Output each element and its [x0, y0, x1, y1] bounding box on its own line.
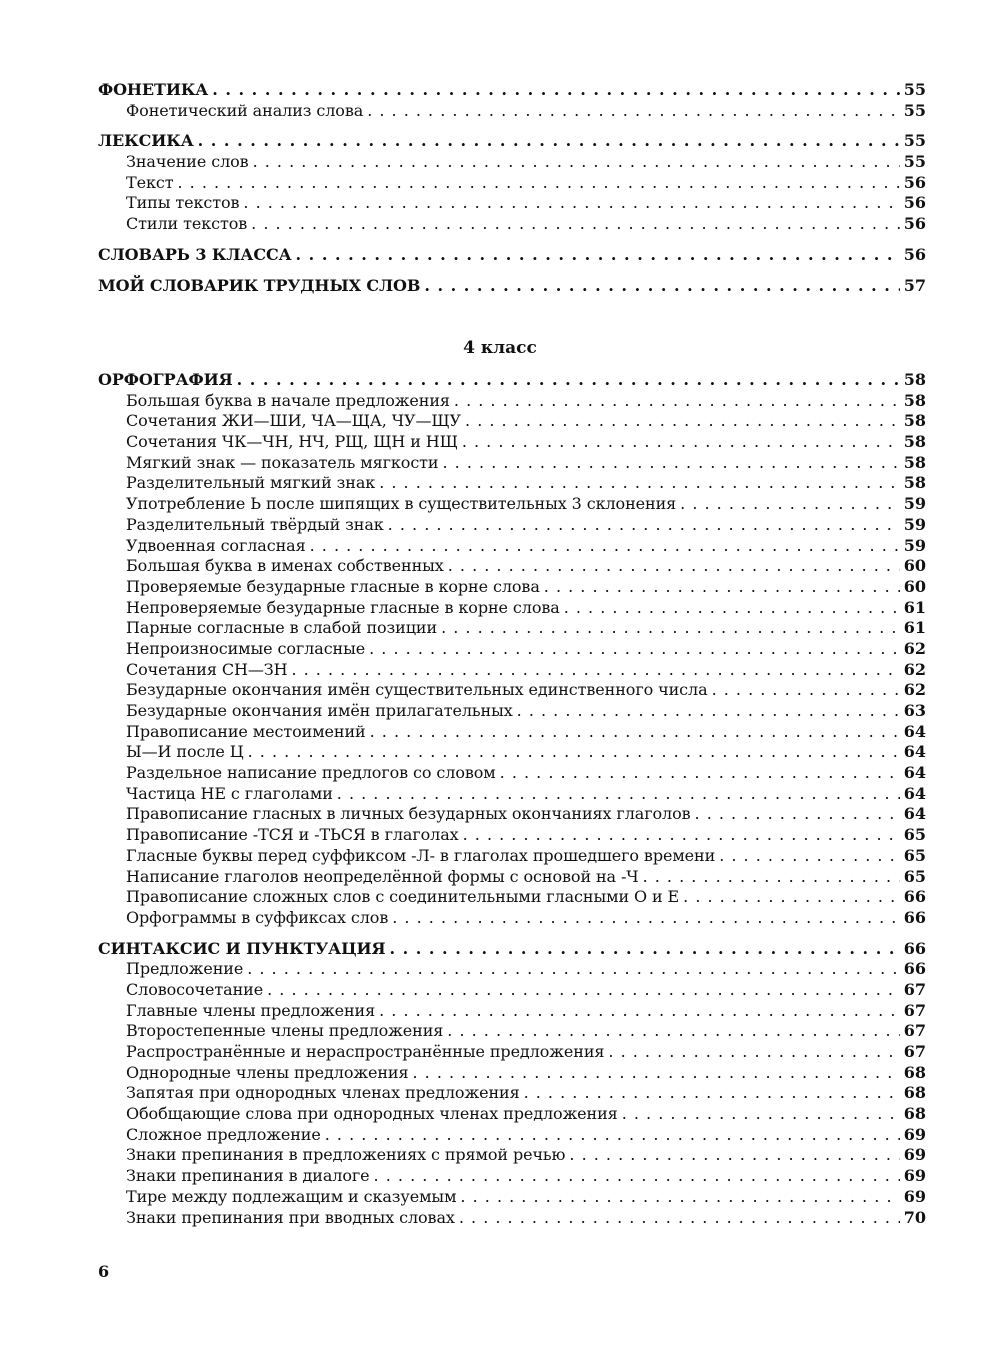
- toc-entry-label: СИНТАКСИС И ПУНКТУАЦИЯ: [98, 938, 386, 958]
- toc-entry[interactable]: [98, 887, 926, 908]
- toc-entry-label: Проверяемые безударные гласные в корне слова: [126, 576, 540, 596]
- dot-leader: [243, 193, 900, 214]
- toc-entry-label: Сложное предложение: [126, 1124, 321, 1144]
- toc-entry-page: 58: [903, 370, 926, 389]
- toc-entry-label: Употребление Ь после шипящих в существительных 3 склонения: [126, 494, 677, 514]
- toc-entry-label: Гласные буквы перед суффиксом -Л- в глаголах прошедшего времени: [126, 845, 716, 865]
- toc-entry[interactable]: [98, 1208, 926, 1229]
- toc-entry-label: Знаки препинания в диалоге: [126, 1166, 370, 1186]
- dot-leader: [424, 276, 900, 297]
- dot-leader: [465, 411, 900, 432]
- dot-leader: [251, 214, 900, 235]
- toc-entry-page: 55: [903, 152, 926, 172]
- toc-entry-page: 58: [903, 411, 926, 431]
- toc-entry-label: Сочетания СН—ЗН: [126, 659, 288, 679]
- dot-leader: [454, 391, 900, 412]
- toc-entry[interactable]: [98, 660, 926, 681]
- dot-leader: [463, 825, 900, 846]
- toc-entry-page: 69: [903, 1186, 926, 1206]
- dot-leader: [337, 784, 900, 805]
- toc-entry-page: 65: [903, 825, 926, 845]
- toc-entry-label: Правописание -ТСЯ и -ТЬСЯ в глаголах: [126, 825, 459, 845]
- toc-entry-page: 59: [903, 494, 926, 514]
- toc-entry-label: Типы текстов: [126, 193, 240, 213]
- dot-leader: [248, 742, 900, 763]
- toc-entry-page: 68: [903, 1083, 926, 1103]
- toc-entry-page: 70: [903, 1207, 926, 1227]
- toc-entry[interactable]: [98, 173, 926, 194]
- toc-entry-label: Сочетания ЧК—ЧН, НЧ, РЩ, ЩН и НЩ: [126, 432, 458, 452]
- toc-entry-page: 58: [903, 432, 926, 452]
- toc-section[interactable]: [98, 939, 926, 960]
- dot-leader: [683, 887, 900, 908]
- toc-entry-page: 62: [903, 680, 926, 700]
- toc-entry-page: 62: [903, 638, 926, 658]
- toc-entry-label: Разделительный мягкий знак: [126, 473, 376, 493]
- toc-entry-page: 67: [903, 1042, 926, 1061]
- section-gap: [98, 929, 926, 939]
- toc-entry[interactable]: [98, 536, 926, 557]
- dot-leader: [712, 680, 900, 701]
- toc-entry[interactable]: [98, 1063, 926, 1084]
- toc-top-block: [98, 80, 926, 296]
- dot-leader: [459, 1208, 900, 1229]
- dot-leader: [524, 1083, 900, 1104]
- toc-entry-label: Раздельное написание предлогов со словом: [126, 763, 496, 783]
- dot-leader: [388, 515, 900, 536]
- toc-entry[interactable]: [98, 1083, 926, 1104]
- toc-section[interactable]: [98, 245, 926, 266]
- dot-leader: [291, 660, 900, 681]
- toc-entry[interactable]: [98, 908, 926, 929]
- toc-entry[interactable]: [98, 598, 926, 619]
- toc-entry-page: 69: [903, 1124, 926, 1144]
- toc-entry-page: 57: [903, 275, 926, 295]
- dot-leader: [719, 846, 900, 867]
- toc-entry-label: Распространённые и нераспространённые предложения: [126, 1042, 605, 1061]
- toc-entry-label: Частица НЕ с глаголами: [126, 783, 333, 803]
- toc-entry[interactable]: [98, 193, 926, 214]
- toc-entry[interactable]: [98, 763, 926, 784]
- toc-entry-page: 56: [903, 193, 926, 213]
- dot-leader: [441, 618, 900, 639]
- toc-entry[interactable]: [98, 784, 926, 805]
- dot-leader: [500, 763, 900, 784]
- dot-leader: [212, 80, 900, 101]
- toc-entry-label: Однородные члены предложения: [126, 1062, 409, 1082]
- toc-section[interactable]: [98, 80, 926, 101]
- dot-leader: [247, 959, 900, 980]
- toc-entry-page: 61: [903, 618, 926, 638]
- toc-entry-label: Значение слов: [126, 152, 249, 172]
- dot-leader: [374, 1166, 900, 1187]
- dot-leader: [643, 867, 900, 888]
- toc-entry-label: Обобщающие слова при однородных членах предложения: [126, 1104, 618, 1124]
- toc-entry-label: Текст: [126, 172, 174, 192]
- toc-entry[interactable]: [98, 473, 926, 494]
- toc-entry-page: 58: [903, 452, 926, 472]
- dot-leader: [412, 1063, 900, 1084]
- dot-leader: [443, 453, 901, 474]
- toc-entry[interactable]: [98, 556, 926, 577]
- toc-entry[interactable]: [98, 214, 926, 235]
- toc-entry-page: 68: [903, 1104, 926, 1124]
- toc-entry-label: Непроверяемые безударные гласные в корне слова: [126, 597, 560, 617]
- toc-entry-page: 64: [903, 804, 926, 824]
- toc-entry-page: 65: [903, 845, 926, 865]
- toc-entry[interactable]: [98, 618, 926, 639]
- toc-entry[interactable]: [98, 1042, 926, 1063]
- dot-leader: [447, 1021, 900, 1042]
- toc-entry-page: 64: [903, 783, 926, 803]
- dot-leader: [237, 370, 900, 391]
- toc-entry-page: 63: [903, 701, 926, 720]
- toc-entry-page: 64: [903, 721, 926, 741]
- dot-leader: [310, 536, 900, 557]
- toc-entry-label: Фонетический анализ слова: [126, 100, 364, 120]
- toc-entry[interactable]: [98, 639, 926, 660]
- dot-leader: [198, 131, 900, 152]
- toc-entry-label: СЛОВАРЬ 3 КЛАССА: [98, 244, 292, 264]
- toc-entry-label: Орфограммы в суффиксах слов: [126, 907, 389, 927]
- dot-leader: [369, 639, 900, 660]
- toc-entry-page: 59: [903, 535, 926, 555]
- dot-leader: [379, 1001, 900, 1022]
- section-gap: [98, 235, 926, 245]
- toc-entry-label: Большая буква в начале предложения: [126, 390, 450, 410]
- toc-entry[interactable]: [98, 980, 926, 1001]
- dot-leader: [253, 152, 900, 173]
- toc-entry-page: 64: [903, 742, 926, 762]
- toc-entry[interactable]: [98, 494, 926, 515]
- toc-entry-label: Запятая при однородных членах предложения: [126, 1083, 520, 1103]
- toc-entry-page: 60: [903, 576, 926, 596]
- dot-leader: [379, 473, 900, 494]
- toc-entry-label: Правописание сложных слов с соединительными гласными О и Е: [126, 887, 680, 907]
- toc-entry-page: 59: [903, 514, 926, 534]
- toc-entry-page: 55: [903, 80, 926, 99]
- dot-leader: [564, 598, 900, 619]
- toc-entry-page: 69: [903, 1145, 926, 1165]
- toc-entry-page: 69: [903, 1166, 926, 1186]
- toc-entry-label: ОРФОГРАФИЯ: [98, 370, 233, 389]
- toc-entry-page: 55: [903, 100, 926, 120]
- page-number: 6: [98, 1262, 110, 1281]
- dot-leader: [296, 245, 900, 266]
- toc-entry-page: 67: [903, 979, 926, 999]
- toc-entry-page: 62: [903, 659, 926, 679]
- toc-entry-label: Правописание гласных в личных безударных окончаниях глаголов: [126, 804, 691, 824]
- dot-leader: [517, 701, 900, 722]
- dot-leader: [544, 577, 900, 598]
- toc-entry-label: Мягкий знак — показатель мягкости: [126, 452, 439, 472]
- dot-leader: [608, 1042, 900, 1063]
- toc-entry[interactable]: [98, 825, 926, 846]
- toc-entry[interactable]: [98, 722, 926, 743]
- toc-entry-page: 65: [903, 866, 926, 886]
- toc-entry[interactable]: [98, 1166, 926, 1187]
- toc-entry[interactable]: [98, 742, 926, 763]
- toc-entry-page: 66: [903, 938, 926, 958]
- dot-leader: [267, 980, 900, 1001]
- toc-entry[interactable]: [98, 1001, 926, 1022]
- toc-entry-label: Главные члены предложения: [126, 1000, 376, 1020]
- toc-entry-label: Знаки препинания при вводных словах: [126, 1207, 455, 1227]
- toc-entry-label: ФОНЕТИКА: [98, 80, 209, 99]
- toc-entry-label: Предложение: [126, 959, 244, 979]
- toc-entry-page: 61: [903, 597, 926, 617]
- toc-entry-page: 58: [903, 390, 926, 410]
- toc-bottom-block: [98, 370, 926, 1228]
- toc-entry[interactable]: [98, 515, 926, 536]
- toc-entry[interactable]: [98, 846, 926, 867]
- toc-entry-page: 66: [903, 959, 926, 979]
- toc-entry-page: 60: [903, 556, 926, 576]
- toc-entry-page: 56: [903, 214, 926, 234]
- dot-leader: [370, 722, 900, 743]
- toc-entry[interactable]: [98, 1125, 926, 1146]
- toc-entry-label: Непроизносимые согласные: [126, 638, 366, 658]
- dot-leader: [325, 1125, 900, 1146]
- toc-entry-page: 56: [903, 172, 926, 192]
- toc-entry-label: Стили текстов: [126, 214, 248, 234]
- toc-entry-page: 58: [903, 473, 926, 493]
- toc-entry-label: Правописание местоимений: [126, 721, 366, 741]
- section-gap: [98, 266, 926, 276]
- toc-entry[interactable]: [98, 701, 926, 722]
- toc-entry[interactable]: [98, 391, 926, 412]
- dot-leader: [367, 101, 900, 122]
- dot-leader: [462, 432, 900, 453]
- toc-section[interactable]: [98, 276, 926, 297]
- toc-entry-label: Тире между подлежащим и сказуемым: [126, 1186, 457, 1206]
- toc-entry-label: Парные согласные в слабой позиции: [126, 618, 438, 638]
- toc-entry-label: Знаки препинания в предложениях с прямой речью: [126, 1145, 566, 1165]
- dot-leader: [448, 556, 900, 577]
- toc-entry-label: Безударные окончания имён прилагательных: [126, 701, 513, 720]
- toc-entry-label: Удвоенная согласная: [126, 535, 306, 555]
- toc-entry[interactable]: [98, 152, 926, 173]
- grade-heading: 4 класс: [463, 338, 537, 358]
- toc-entry-label: Ы—И после Ц: [126, 742, 244, 762]
- toc-entry-label: Сочетания ЖИ—ШИ, ЧА—ЩА, ЧУ—ЩУ: [126, 411, 462, 431]
- toc-entry[interactable]: [98, 577, 926, 598]
- toc-entry-label: Второстепенные члены предложения: [126, 1021, 444, 1041]
- toc-section[interactable]: [98, 370, 926, 391]
- toc-entry[interactable]: [98, 411, 926, 432]
- toc-entry-label: ЛЕКСИКА: [98, 131, 194, 151]
- toc-entry-page: 68: [903, 1062, 926, 1082]
- toc-entry[interactable]: [98, 432, 926, 453]
- toc-entry-page: 55: [903, 131, 926, 151]
- toc-entry-label: Большая буква в именах собственных: [126, 556, 444, 576]
- dot-leader: [392, 908, 900, 929]
- toc-entry-page: 56: [903, 244, 926, 264]
- toc-entry[interactable]: [98, 101, 926, 122]
- dot-leader: [460, 1187, 900, 1208]
- toc-entry-page: 64: [903, 763, 926, 783]
- dot-leader: [177, 173, 900, 194]
- dot-leader: [569, 1145, 900, 1166]
- toc-entry[interactable]: [98, 867, 926, 888]
- toc-entry-label: Разделительный твёрдый знак: [126, 514, 384, 534]
- toc-entry-page: 67: [903, 1021, 926, 1041]
- toc-entry-label: Словосочетание: [126, 979, 264, 999]
- toc-section[interactable]: [98, 131, 926, 152]
- toc-entry[interactable]: [98, 1104, 926, 1125]
- toc-entry[interactable]: [98, 1187, 926, 1208]
- toc-entry-label: Безударные окончания имён существительных единственного числа: [126, 680, 708, 700]
- dot-leader: [695, 804, 900, 825]
- toc-entry-page: 66: [903, 887, 926, 907]
- toc-entry[interactable]: [98, 804, 926, 825]
- toc-entry-page: 66: [903, 907, 926, 927]
- dot-leader: [680, 494, 900, 515]
- toc-entry-label: МОЙ СЛОВАРИК ТРУДНЫХ СЛОВ: [98, 275, 421, 295]
- toc-entry-page: 67: [903, 1000, 926, 1020]
- toc-entry-label: Написание глаголов неопределённой формы с основой на -Ч: [126, 866, 639, 886]
- toc-entry[interactable]: [98, 680, 926, 701]
- dot-leader: [622, 1104, 900, 1125]
- dot-leader: [389, 939, 900, 960]
- toc-entry[interactable]: [98, 1145, 926, 1166]
- section-gap: [98, 121, 926, 131]
- toc-entry[interactable]: [98, 959, 926, 980]
- toc-entry[interactable]: [98, 1021, 926, 1042]
- toc-entry[interactable]: [98, 453, 926, 474]
